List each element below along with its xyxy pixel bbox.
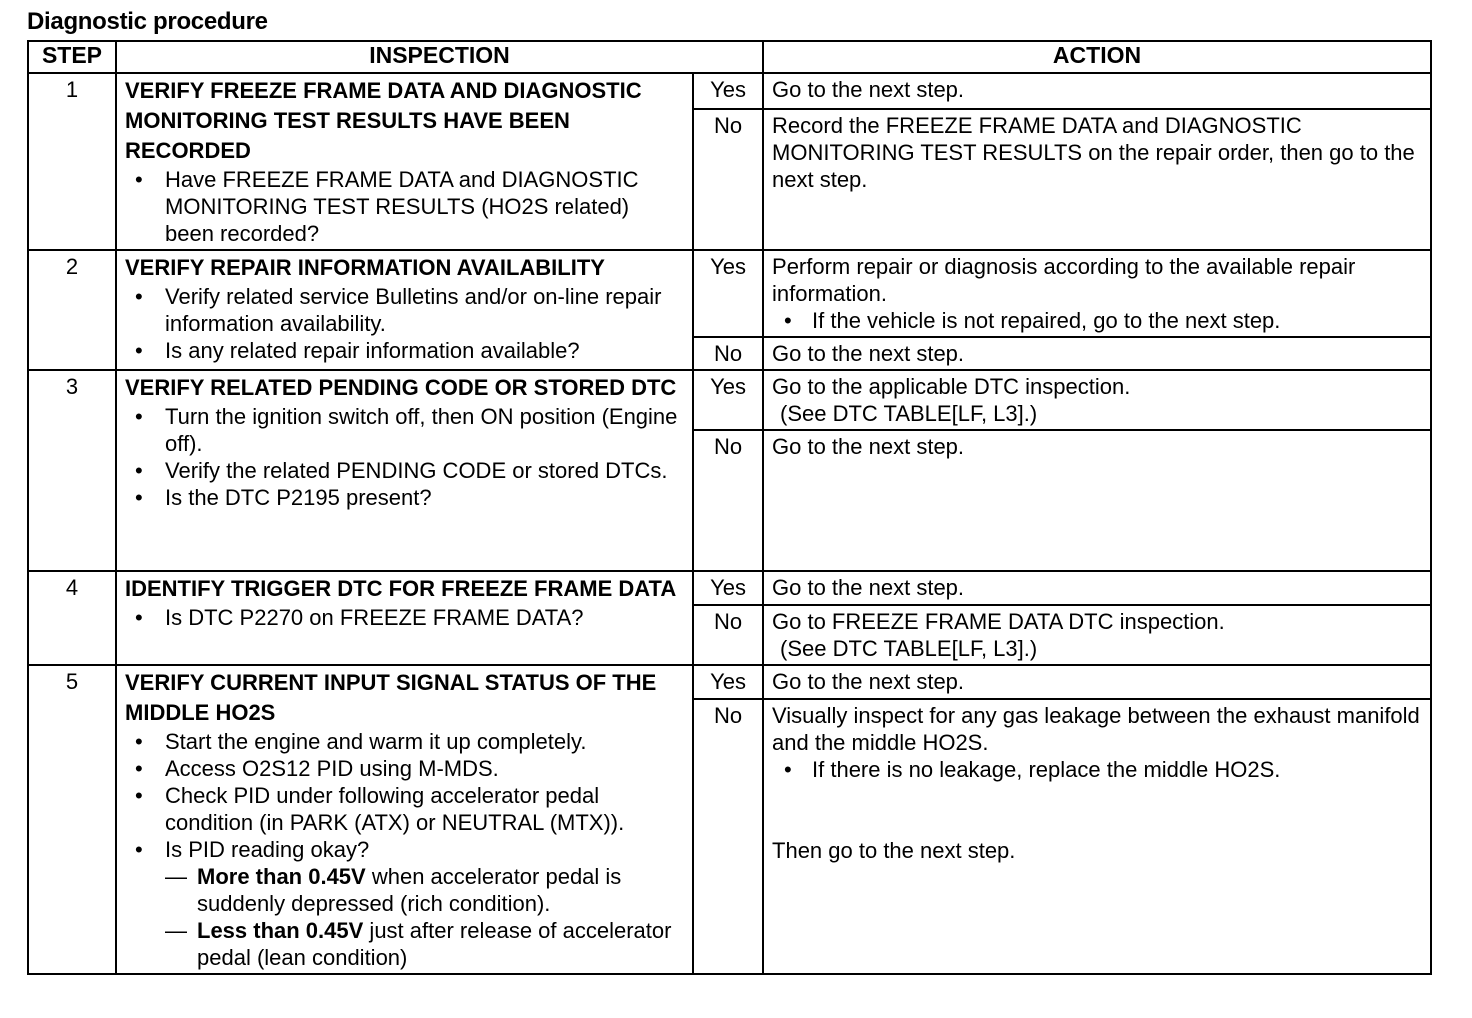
action-text: Perform repair or diagnosis according to the available repair information. bbox=[772, 254, 1356, 306]
condition-text: just after release of accelerator pedal (lean condition) bbox=[197, 918, 672, 970]
inspection-bullet: • Check PID under following accelerator pedal condition (in PARK (ATX) or NEUTRAL (MTX)). bbox=[125, 782, 684, 836]
answer-no: No bbox=[693, 430, 763, 571]
step-number: 5 bbox=[28, 665, 116, 974]
condition-value: More than 0.45V bbox=[197, 864, 366, 889]
action-bullet: • If the vehicle is not repaired, go to the next step. bbox=[772, 307, 1422, 334]
action-text: Go to the applicable DTC inspection. bbox=[772, 374, 1131, 399]
action-reference: (See DTC TABLE[LF, L3].) bbox=[780, 401, 1038, 426]
inspection-bullet: • Turn the ignition switch off, then ON position (Engine off). bbox=[125, 403, 684, 457]
condition-item bbox=[165, 863, 684, 917]
inspection-bullet: • Is the DTC P2195 present? bbox=[125, 484, 684, 511]
step-number: 4 bbox=[28, 571, 116, 665]
condition-item bbox=[165, 917, 684, 971]
answer-no: No bbox=[693, 605, 763, 665]
inspection-bullet: • Verify the related PENDING CODE or stored DTCs. bbox=[125, 457, 684, 484]
answer-yes: Yes bbox=[693, 571, 763, 605]
inspection-bullet: • Have FREEZE FRAME DATA and DIAGNOSTIC MONITORING TEST RESULTS (HO2S related) been recorded? bbox=[125, 166, 684, 247]
action-yes bbox=[763, 370, 1431, 430]
header-step: STEP bbox=[28, 41, 116, 73]
answer-yes: Yes bbox=[693, 250, 763, 337]
inspection-bullet: • Is any related repair information available? bbox=[125, 337, 684, 364]
inspection-bullet: • Access O2S12 PID using M-MDS. bbox=[125, 755, 684, 782]
step-inspection bbox=[116, 250, 693, 370]
inspection-bullet bbox=[125, 836, 684, 971]
condition-value: Less than 0.45V bbox=[197, 918, 364, 943]
inspection-bullets bbox=[125, 728, 684, 971]
step-5-yes-row bbox=[28, 665, 1431, 699]
inspection-bullets bbox=[125, 283, 684, 364]
step-inspection bbox=[116, 370, 693, 571]
action-bullets bbox=[772, 756, 1422, 783]
step-inspection bbox=[116, 571, 693, 665]
step-1-yes-row bbox=[28, 73, 1431, 109]
header-inspection: INSPECTION bbox=[116, 41, 763, 73]
step-4-yes-row bbox=[28, 571, 1431, 605]
step-number: 3 bbox=[28, 370, 116, 571]
inspection-bullets bbox=[125, 403, 684, 511]
header-action: ACTION bbox=[763, 41, 1431, 73]
action-yes: Go to the next step. bbox=[763, 571, 1431, 605]
action-no: Go to the next step. bbox=[763, 337, 1431, 370]
answer-no: No bbox=[693, 109, 763, 250]
header-row bbox=[28, 41, 1431, 73]
answer-no: No bbox=[693, 337, 763, 370]
step-number: 2 bbox=[28, 250, 116, 370]
inspection-bullets bbox=[125, 166, 684, 247]
answer-yes: Yes bbox=[693, 665, 763, 699]
step-heading: IDENTIFY TRIGGER DTC FOR FREEZE FRAME DATA bbox=[125, 576, 677, 601]
action-text-followup: Then go to the next step. bbox=[772, 838, 1016, 863]
action-no: Record the FREEZE FRAME DATA and DIAGNOSTIC MONITORING TEST RESULTS on the repair order, then go to the next step. bbox=[763, 109, 1431, 250]
step-3-yes-row bbox=[28, 370, 1431, 430]
step-heading: VERIFY CURRENT INPUT SIGNAL STATUS OF THE MIDDLE HO2S bbox=[125, 670, 657, 725]
answer-yes: Yes bbox=[693, 370, 763, 430]
action-yes bbox=[763, 250, 1431, 337]
step-inspection bbox=[116, 73, 693, 250]
step-number: 1 bbox=[28, 73, 116, 250]
step-2-yes-row bbox=[28, 250, 1431, 337]
step-heading: VERIFY REPAIR INFORMATION AVAILABILITY bbox=[125, 255, 605, 280]
action-text: Visually inspect for any gas leakage between the exhaust manifold and the middle HO2S. bbox=[772, 703, 1420, 755]
step-inspection bbox=[116, 665, 693, 974]
inspection-bullets bbox=[125, 604, 684, 631]
answer-no: No bbox=[693, 699, 763, 974]
page-title: Diagnostic procedure bbox=[27, 8, 268, 35]
action-yes: Go to the next step. bbox=[763, 73, 1431, 109]
inspection-bullet: • Verify related service Bulletins and/or on-line repair information availability. bbox=[125, 283, 684, 337]
action-reference: (See DTC TABLE[LF, L3].) bbox=[780, 636, 1038, 661]
answer-yes: Yes bbox=[693, 73, 763, 109]
action-no bbox=[763, 699, 1431, 974]
inspection-bullet: • Start the engine and warm it up completely. bbox=[125, 728, 684, 755]
condition-text: when accelerator pedal is suddenly depressed (rich condition). bbox=[197, 864, 622, 916]
action-bullets bbox=[772, 307, 1422, 334]
action-yes: Go to the next step. bbox=[763, 665, 1431, 699]
condition-list bbox=[165, 863, 684, 971]
action-text: Go to FREEZE FRAME DATA DTC inspection. bbox=[772, 609, 1225, 634]
inspection-bullet: • Is DTC P2270 on FREEZE FRAME DATA? bbox=[125, 604, 684, 631]
step-heading: VERIFY FREEZE FRAME DATA AND DIAGNOSTIC MONITORING TEST RESULTS HAVE BEEN RECORDED bbox=[125, 78, 642, 163]
action-no bbox=[763, 605, 1431, 665]
diagnostic-table bbox=[27, 40, 1432, 975]
inspection-bullet-text: Is PID reading okay? bbox=[165, 837, 370, 862]
action-bullet: • If there is no leakage, replace the middle HO2S. bbox=[772, 756, 1422, 783]
action-no: Go to the next step. bbox=[763, 430, 1431, 571]
step-heading: VERIFY RELATED PENDING CODE OR STORED DTC bbox=[125, 375, 677, 400]
